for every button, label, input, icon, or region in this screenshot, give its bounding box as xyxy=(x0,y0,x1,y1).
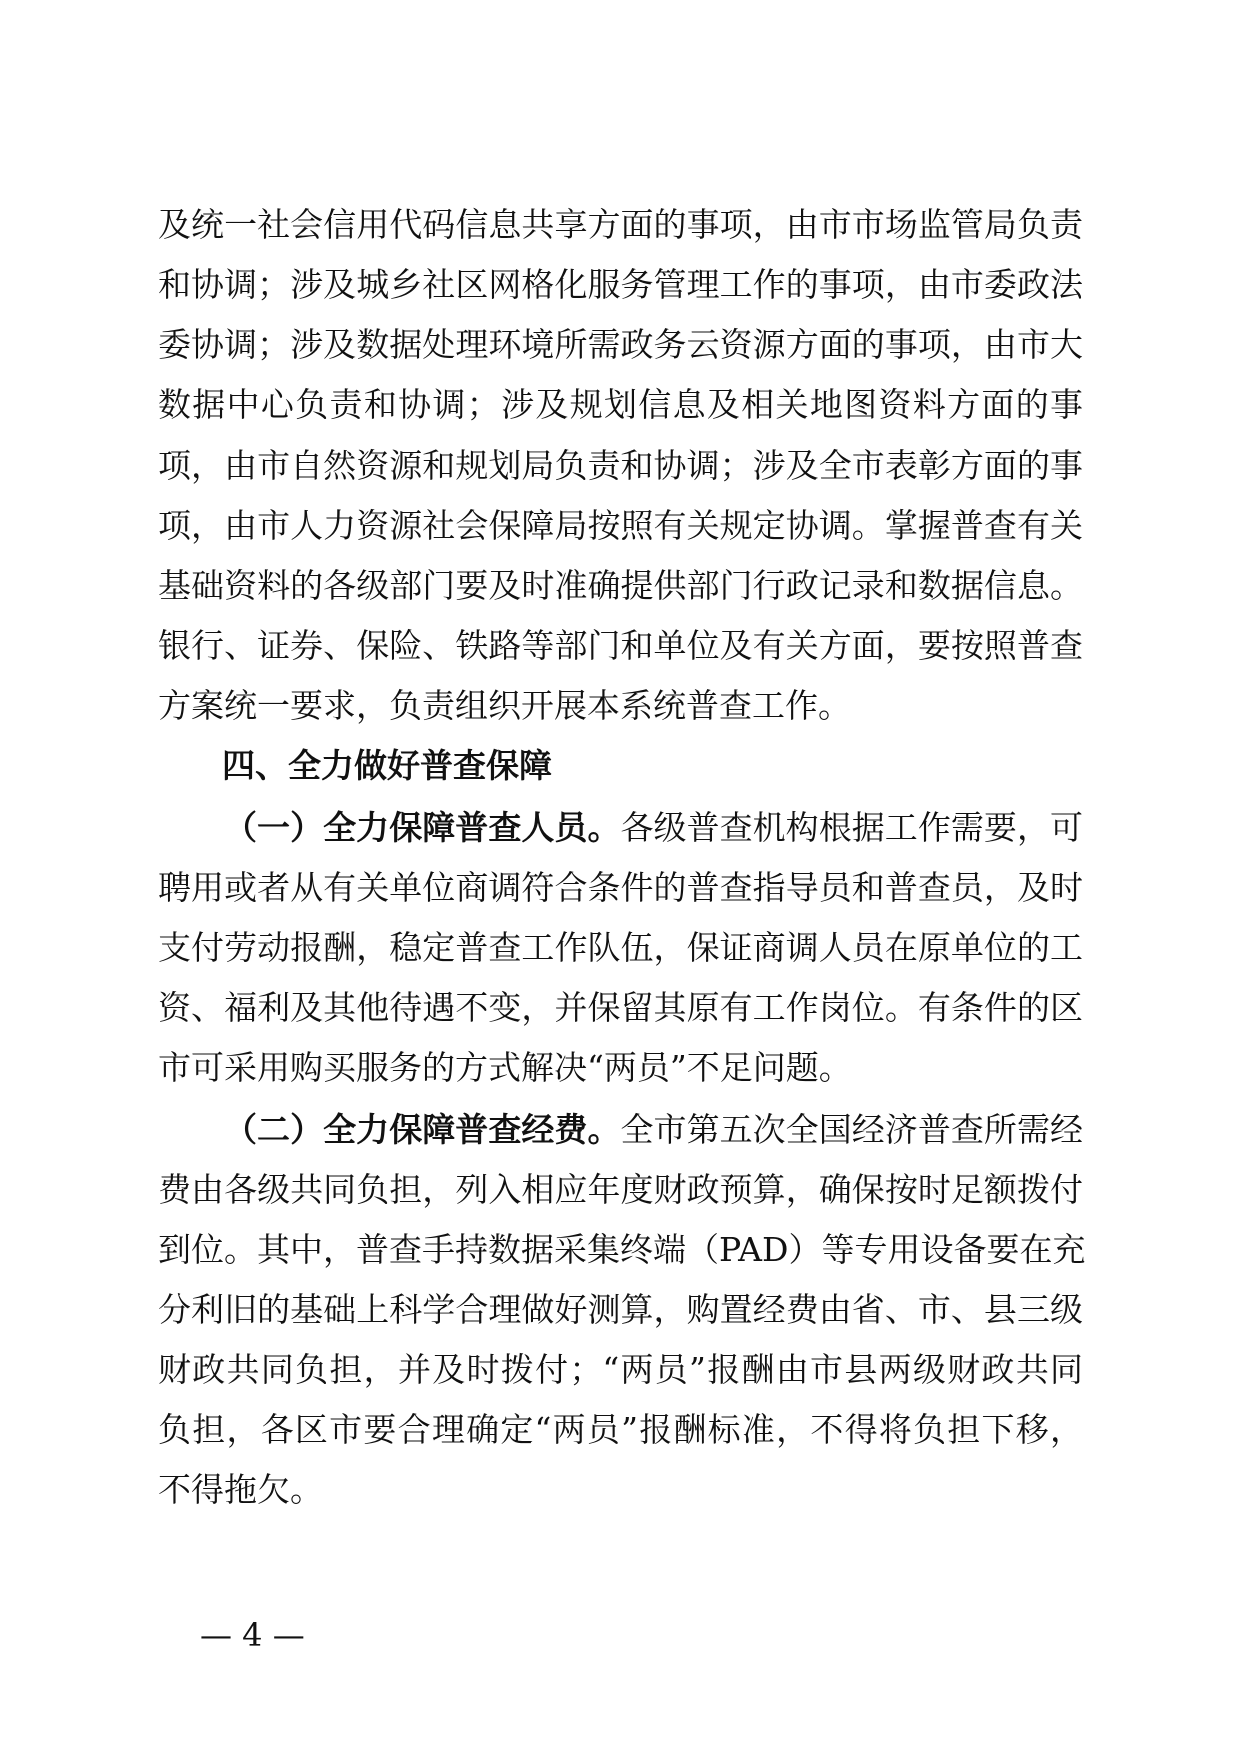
paragraph-line: 聘用或者从有关单位商调符合条件的普查指导员和普查员，及时 xyxy=(158,868,1083,907)
subsection-title: （二）全力保障普查经费。 xyxy=(224,1110,621,1149)
paragraph-line: 到位。其中，普查手持数据采集终端（PAD）等专用设备要在充 xyxy=(158,1230,1086,1269)
paragraph-line: 数据中心负责和协调；涉及规划信息及相关地图资料方面的事 xyxy=(158,385,1083,424)
paragraph-line: 方案统一要求，负责组织开展本系统普查工作。 xyxy=(158,686,851,725)
section-heading: 四、全力做好普查保障 xyxy=(222,746,552,785)
paragraph-line: 负担，各区市要合理确定“两员”报酬标准，不得将负担下移， xyxy=(158,1410,1083,1449)
paragraph-line: 项，由市自然资源和规划局负责和协调；涉及全市表彰方面的事 xyxy=(158,446,1083,485)
subsection-text: 各级普查机构根据工作需要，可 xyxy=(620,808,1084,847)
paragraph-line: 市可采用购买服务的方式解决“两员”不足问题。 xyxy=(158,1048,852,1087)
subsection-first-line xyxy=(224,808,1083,848)
paragraph-line: 费由各级共同负担，列入相应年度财政预算，确保按时足额拨付 xyxy=(158,1170,1083,1209)
paragraph-line: 不得拖欠。 xyxy=(158,1470,323,1509)
subsection-text: 全市第五次全国经济普查所需经 xyxy=(620,1110,1084,1149)
paragraph-line: 支付劳动报酬，稳定普查工作队伍，保证商调人员在原单位的工 xyxy=(158,928,1083,967)
paragraph-line: 资、福利及其他待遇不变，并保留其原有工作岗位。有条件的区 xyxy=(158,988,1083,1027)
paragraph-line: 财政共同负担，并及时拨付；“两员”报酬由市县两级财政共同 xyxy=(158,1350,1083,1389)
paragraph-line: 及统一社会信用代码信息共享方面的事项，由市市场监管局负责 xyxy=(158,205,1083,244)
subsection-title: （一）全力保障普查人员。 xyxy=(224,808,621,847)
subsection-first-line xyxy=(224,1110,1083,1150)
paragraph-line: 项，由市人力资源社会保障局按照有关规定协调。掌握普查有关 xyxy=(158,506,1083,545)
paragraph-line: 委协调；涉及数据处理环境所需政务云资源方面的事项，由市大 xyxy=(158,325,1083,364)
page-number: — 4 — xyxy=(200,1616,305,1654)
paragraph-line: 银行、证券、保险、铁路等部门和单位及有关方面，要按照普查 xyxy=(158,626,1083,665)
paragraph-line: 基础资料的各级部门要及时准确提供部门行政记录和数据信息。 xyxy=(158,566,1083,605)
paragraph-line: 分利旧的基础上科学合理做好测算，购置经费由省、市、县三级 xyxy=(158,1290,1083,1329)
paragraph-line: 和协调；涉及城乡社区网格化服务管理工作的事项，由市委政法 xyxy=(158,265,1083,304)
